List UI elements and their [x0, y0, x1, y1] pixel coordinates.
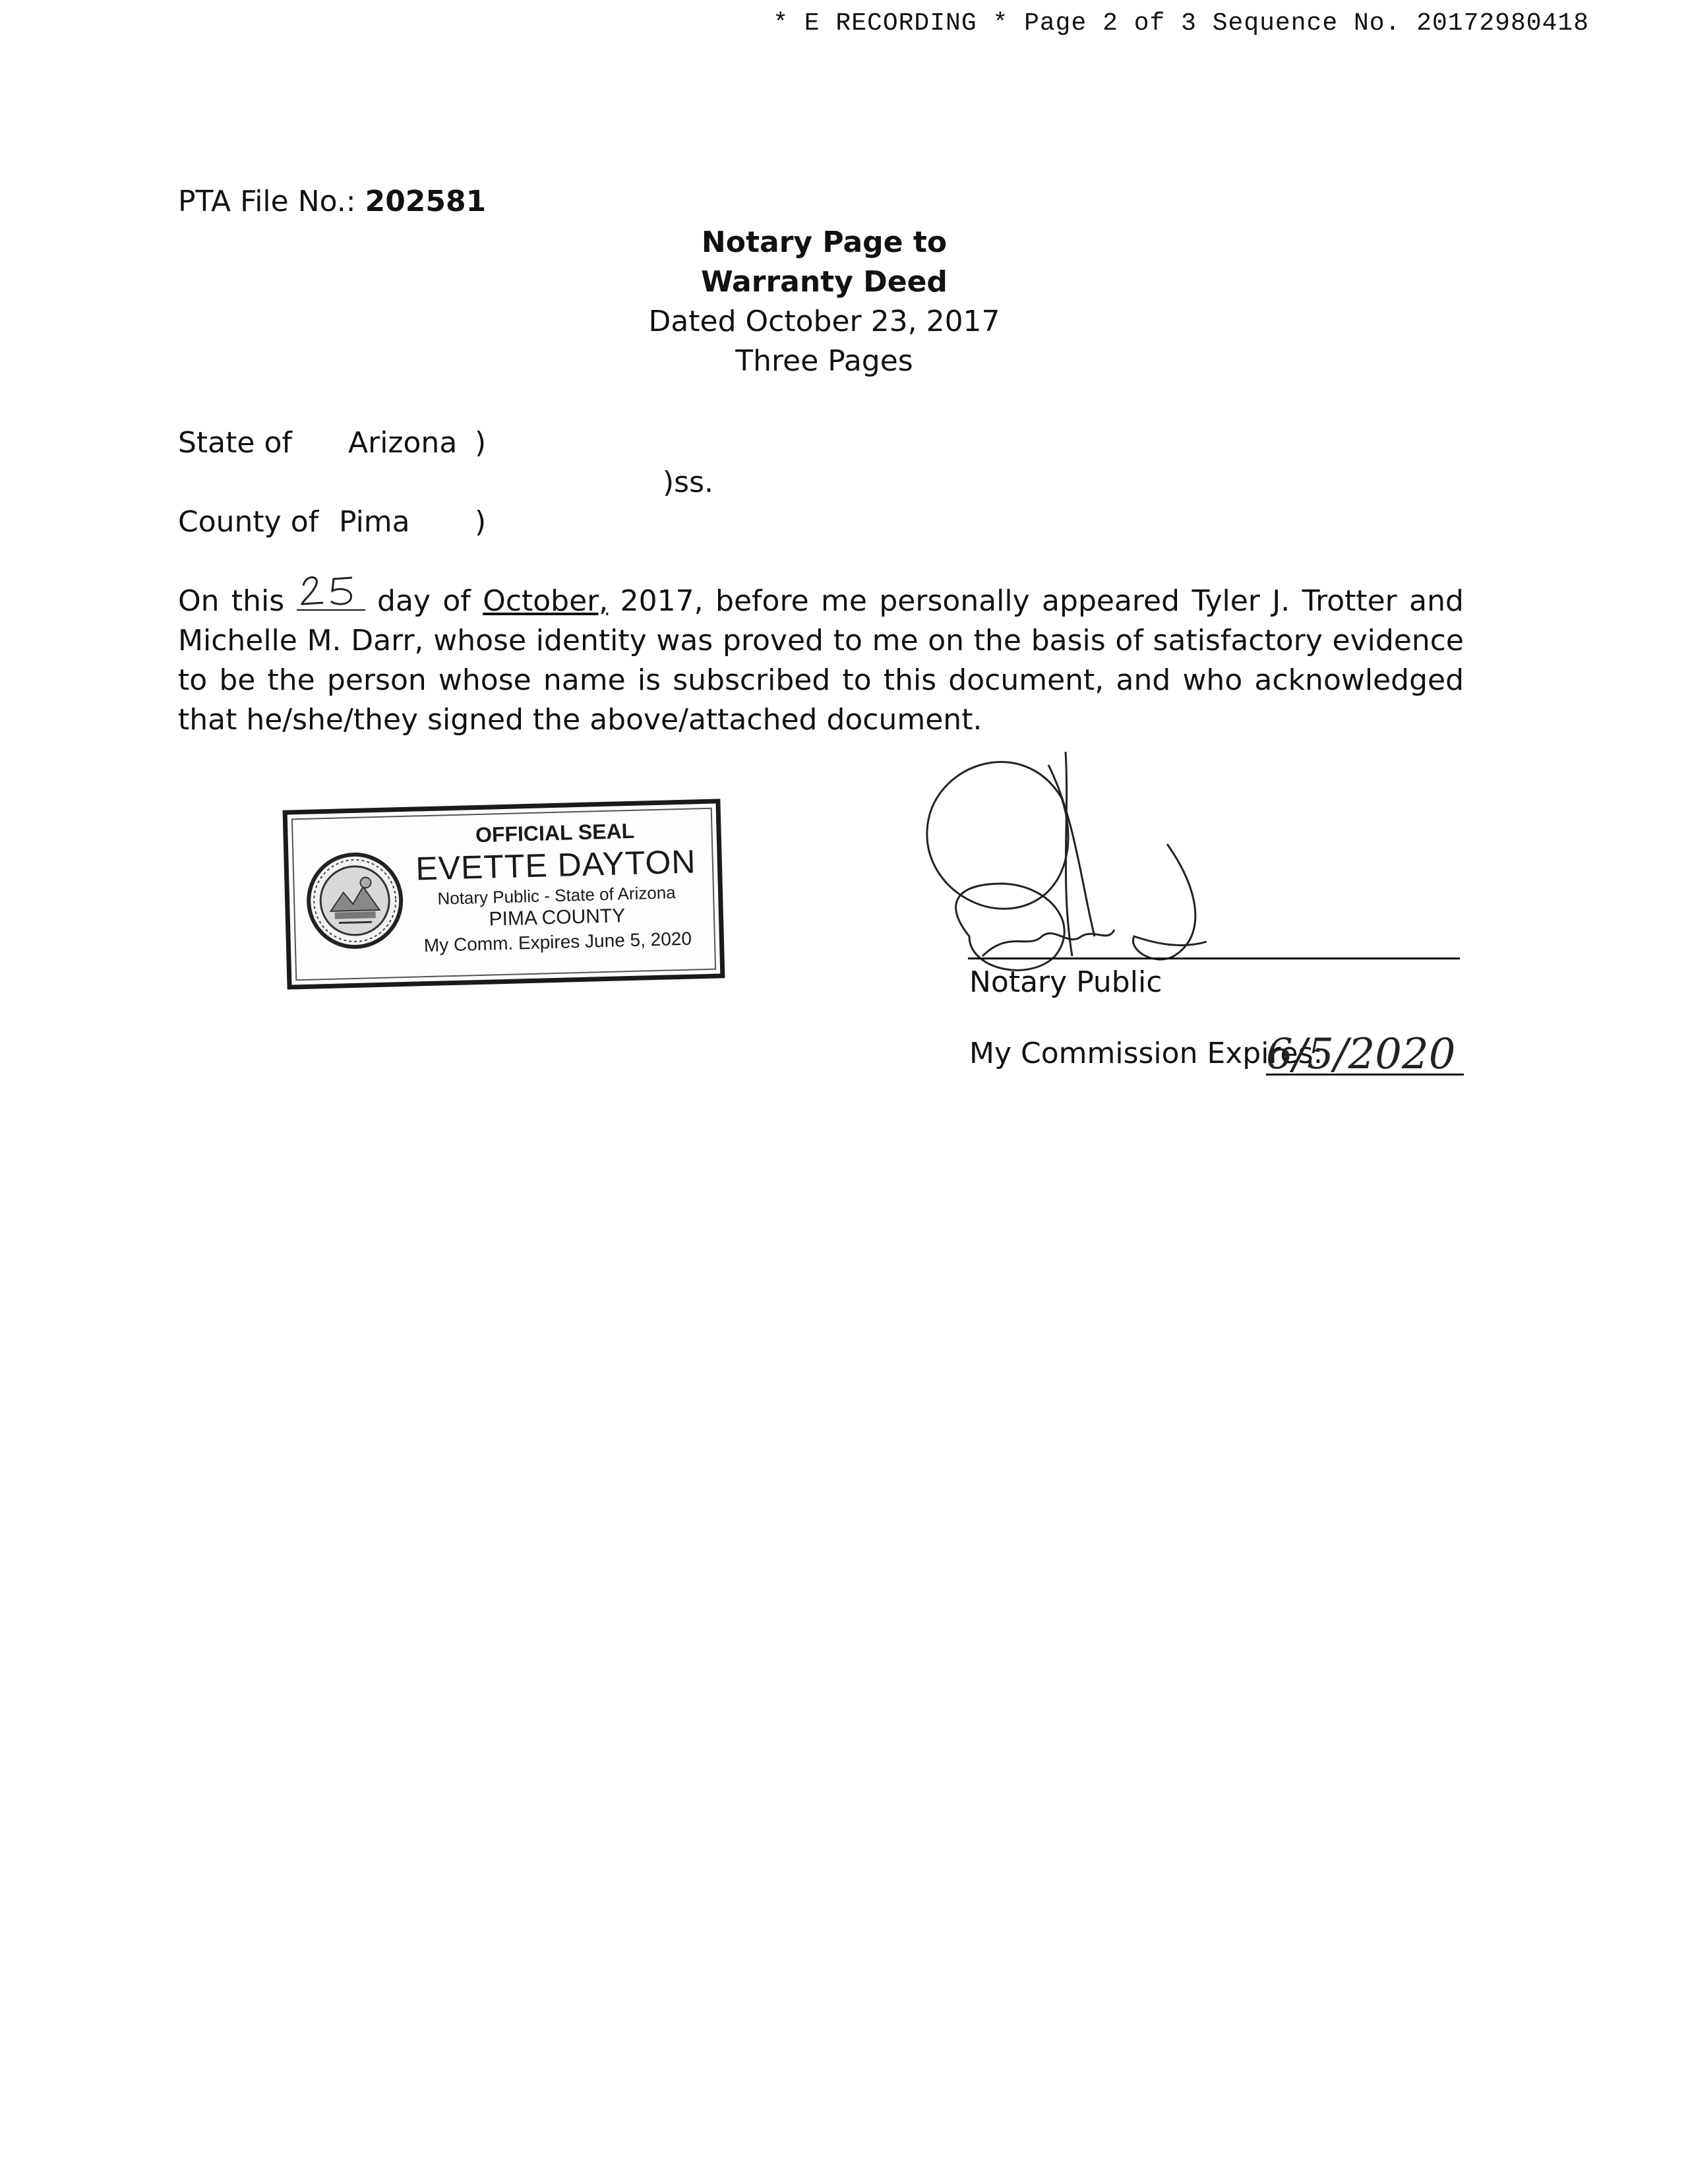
title-line-4: Three Pages	[735, 344, 913, 378]
arizona-state-seal-icon	[304, 850, 406, 952]
seal-notary-name: EVETTE DAYTON	[415, 843, 697, 888]
day-of-text: day of	[377, 584, 471, 618]
svg-text:6/5/2020: 6/5/2020	[1266, 1030, 1456, 1076]
recording-header: * E RECORDING * Page 2 of 3 Sequence No. 20172980418	[773, 9, 1589, 38]
on-this-text: On this	[178, 584, 285, 618]
handwritten-date-icon	[1266, 1029, 1464, 1076]
acknowledgment-paragraph	[178, 580, 1464, 740]
handwritten-day	[297, 580, 365, 611]
acknowledgment-body: 2017, before me personally appeared Tyler J. Trotter and Michelle M. Darr, whose identity was proved to me on the basis of satisfactory evidence to be the person whose name is subscribed to this document, and who acknowledged that he/she/they signed the above/attached document.	[178, 584, 1464, 737]
file-number-label: PTA File No.:	[178, 185, 356, 218]
month-text: October,	[483, 584, 609, 618]
title-line-3: Dated October 23, 2017	[648, 305, 1000, 338]
seal-heading: OFFICIAL SEAL	[475, 818, 635, 847]
state-label: State of	[178, 426, 292, 460]
seal-county: PIMA COUNTY	[489, 905, 626, 930]
county-value: Pima	[339, 505, 410, 539]
county-paren: )	[475, 505, 487, 539]
commission-expires-value	[1266, 1029, 1464, 1076]
notary-public-label: Notary Public	[969, 965, 1162, 999]
file-number-value: 202581	[365, 185, 487, 218]
ss-mark: )ss.	[663, 466, 713, 499]
document-title	[567, 223, 1081, 381]
commission-expires-label: My Commission Expires:	[969, 1037, 1323, 1070]
seal-text	[413, 818, 700, 955]
county-label: County of	[178, 505, 319, 539]
title-line-1: Notary Page to	[701, 226, 948, 259]
title-line-2: Warranty Deed	[701, 265, 948, 299]
state-value: Arizona	[348, 426, 458, 460]
file-number	[178, 182, 486, 222]
state-paren: )	[475, 426, 487, 460]
notary-seal-stamp	[283, 799, 725, 989]
seal-notary-title: Notary Public - State of Arizona	[437, 882, 677, 909]
handwritten-day-icon	[297, 571, 365, 608]
signature-line	[968, 957, 1460, 959]
seal-expiration: My Comm. Expires June 5, 2020	[423, 928, 692, 956]
